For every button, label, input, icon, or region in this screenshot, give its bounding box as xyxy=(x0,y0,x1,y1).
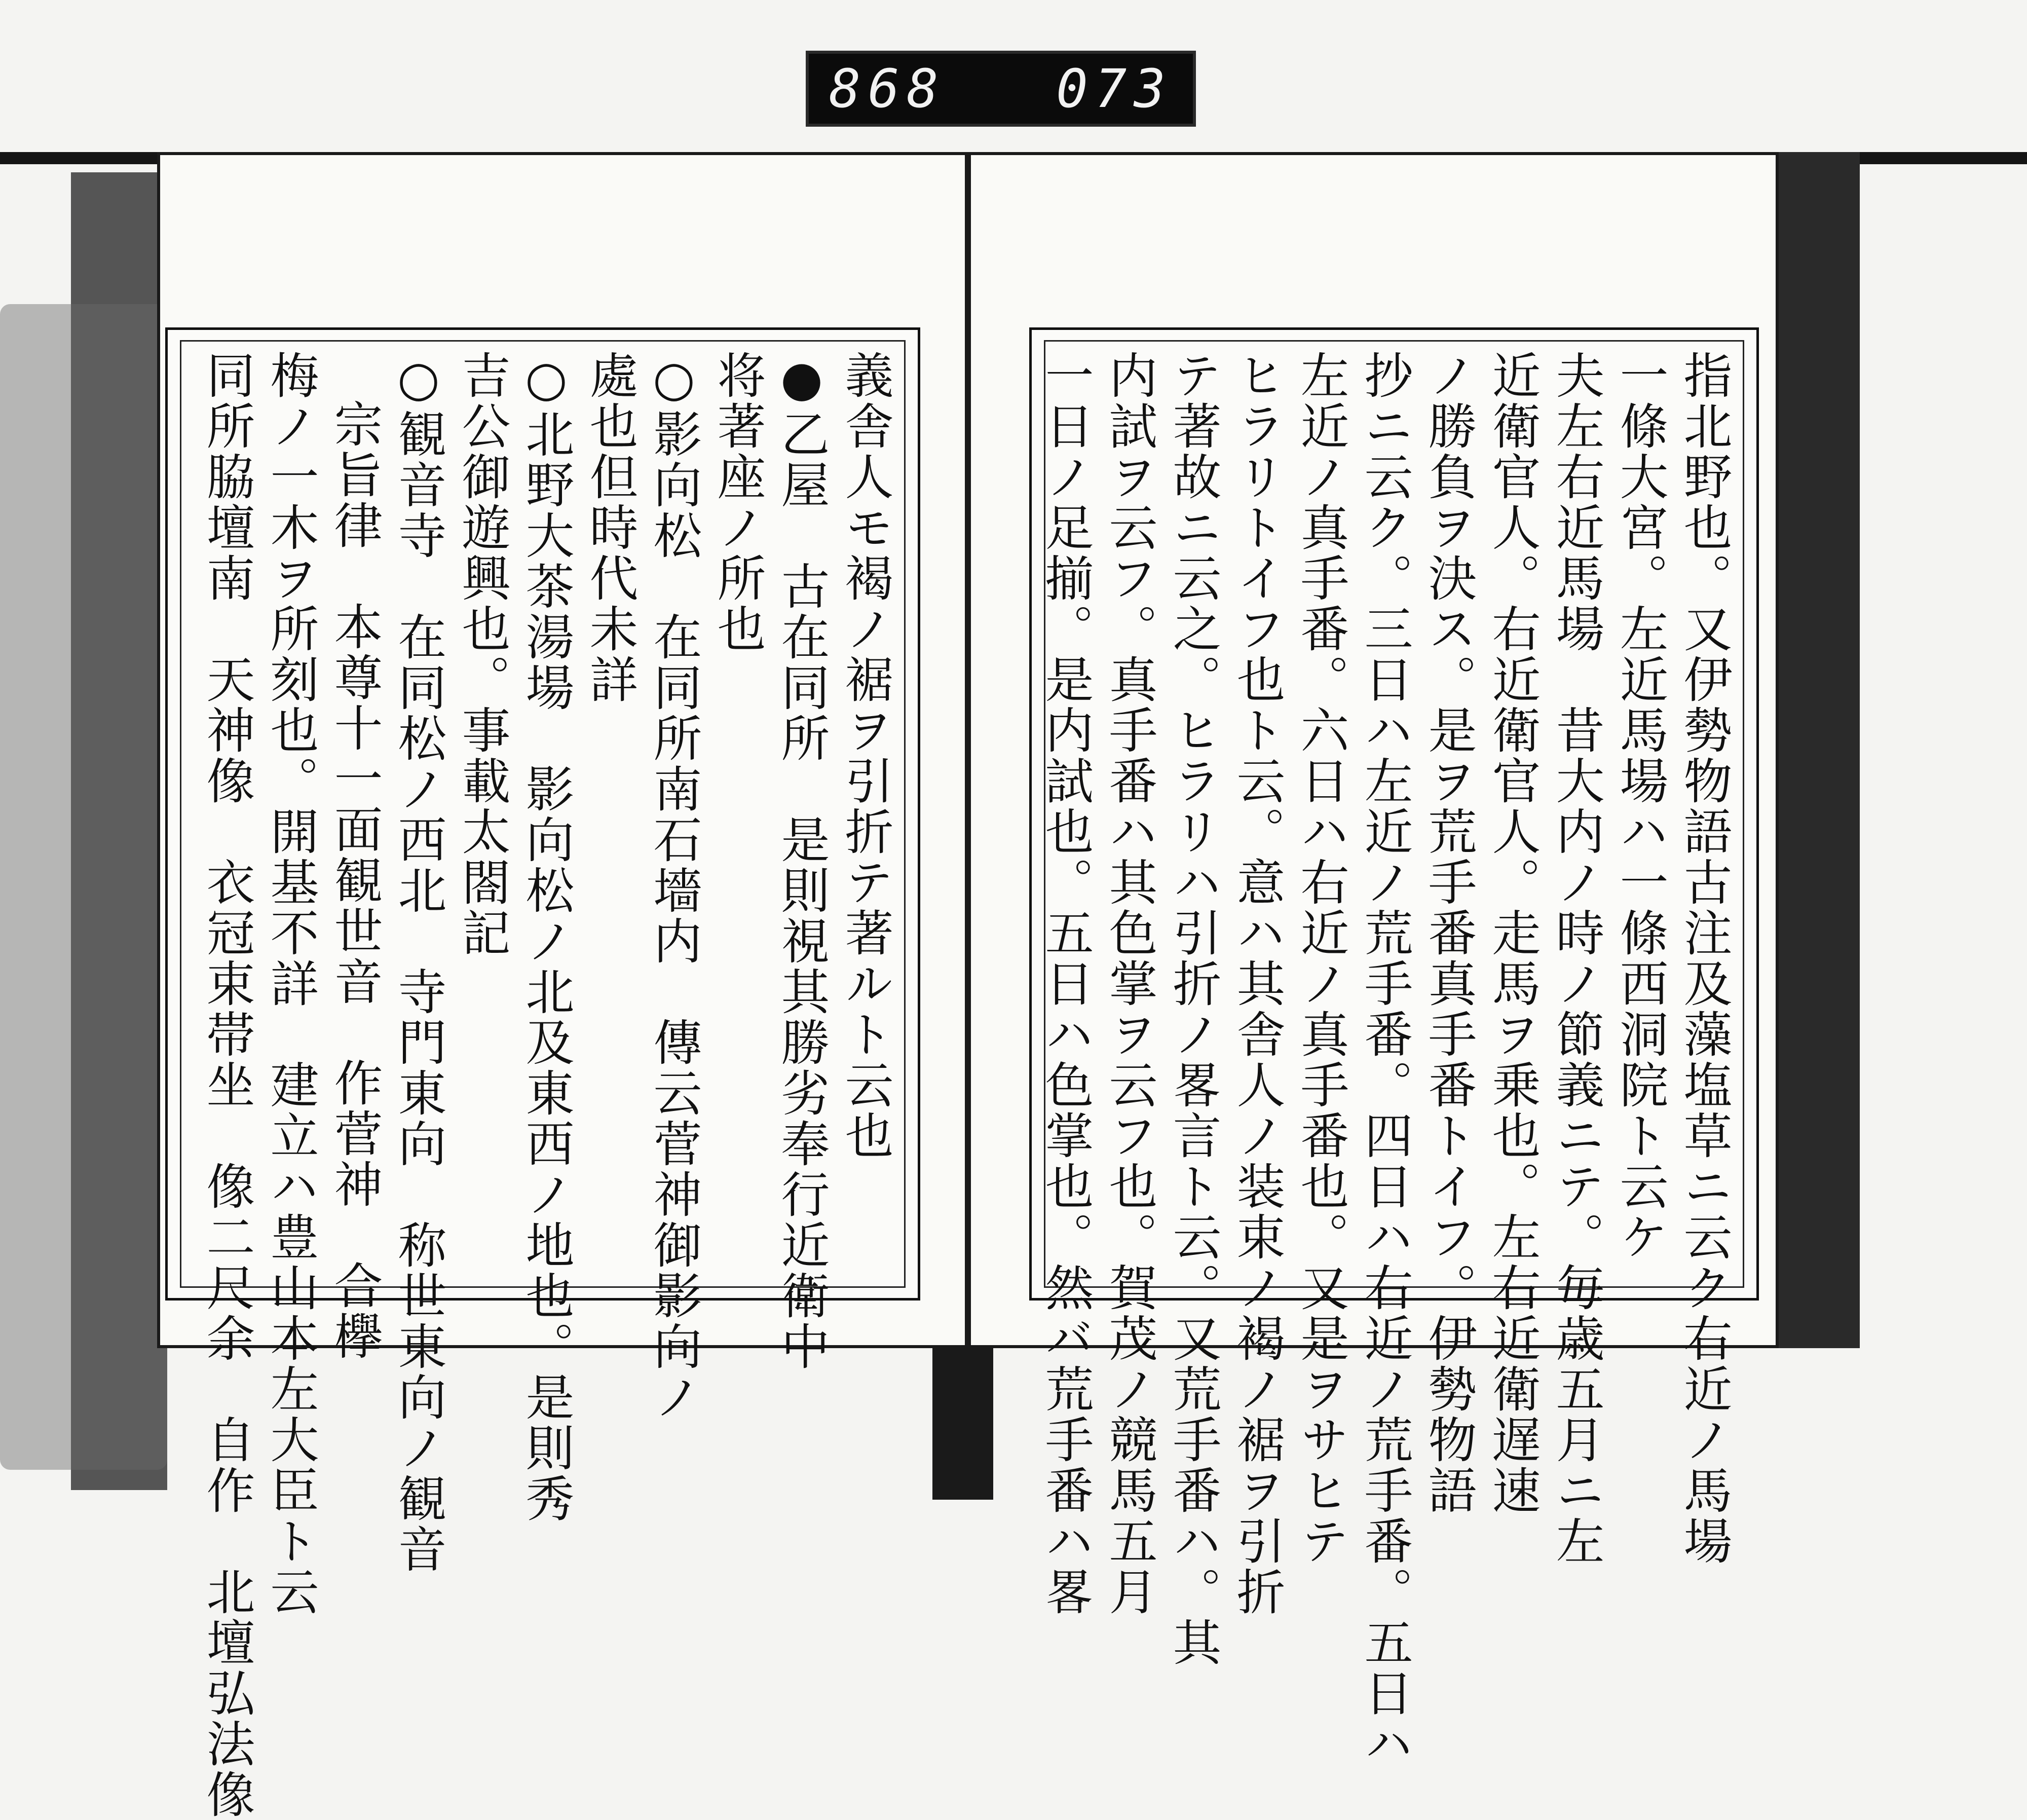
column-text: 北野大茶湯場 影向松ノ北及東西ノ地也。是則秀 xyxy=(518,409,575,1524)
entry-column xyxy=(323,350,387,1362)
column-text: 観音寺 在同松ノ西北 寺門東向 称世東向ノ観音 xyxy=(390,409,447,1575)
text-column: 抄ニ云ク。三日ハ左近ノ荒手番。四日ハ右近ノ荒手番。五日ハ xyxy=(1357,350,1413,1769)
filled-bullet-icon: ● xyxy=(773,350,830,409)
column-text: 義舎人モ褐ノ裾ヲ引折テ著ルト云也 xyxy=(837,350,894,1161)
column-text: 将著座ノ所也 xyxy=(709,350,766,654)
entry-column xyxy=(642,350,706,1423)
entry-column xyxy=(195,350,259,1820)
column-text: 梅ノ一木ヲ所刻也。開基不詳 建立ハ豊山本左大臣ト云 xyxy=(262,350,319,1617)
entry-column xyxy=(514,350,578,1524)
entry-column xyxy=(834,350,897,1278)
column-text: 處也但時代未詳 xyxy=(582,350,639,705)
column-text: 宗旨律 本尊十一面観世音 作菅神 合欅 xyxy=(326,399,383,1362)
text-column: ヒラリトイフ也ト云。意ハ其舎人ノ装束ノ褐ノ裾ヲ引折 xyxy=(1229,350,1286,1617)
column-text: 影向松 在同所南石墻内 傳云菅神御影向ノ xyxy=(646,409,702,1423)
entry-column xyxy=(387,350,451,1575)
right-text-frame xyxy=(1029,327,1759,1769)
circle-bullet-icon: ○ xyxy=(646,350,702,409)
circle-bullet-icon: ○ xyxy=(518,350,575,409)
text-column: 一日ノ足揃。是内試也。五日ハ色掌也。然バ荒手番ハ畧 xyxy=(1037,350,1094,1617)
right-page-text xyxy=(1037,350,1736,1769)
text-column: 左近ノ真手番。六日ハ右近ノ真手番也。又是ヲサヒテ xyxy=(1293,350,1349,1567)
text-column: 一條大宮。左近馬場ハ一條西洞院ト云ケ xyxy=(1612,350,1669,1262)
circle-bullet-icon: ○ xyxy=(390,350,447,409)
entry-column xyxy=(259,350,323,1617)
left-text-frame xyxy=(165,327,920,1820)
left-page xyxy=(157,152,968,1820)
text-column: ノ勝負ヲ決ス。是ヲ荒手番真手番トイフ。伊勢物語 xyxy=(1420,350,1477,1516)
text-column: 内試ヲ云フ。真手番ハ其色掌ヲ云フ也。賀茂ノ競馬五月 xyxy=(1101,350,1158,1617)
text-column: 指北野也。又伊勢物語古注及藻塩草ニ云ク右近ノ馬場 xyxy=(1676,350,1733,1567)
column-text: 吉公御遊興也。事載太閤記 xyxy=(454,350,511,958)
column-text: 同所脇壇南 天神像 衣冠束帯坐 像二尺余 自作 北壇弘法像 xyxy=(199,350,255,1820)
entry-column xyxy=(770,350,834,1372)
text-column: 夫左右近馬場 昔大内ノ時ノ節義ニテ。毎歳五月ニ左 xyxy=(1548,350,1605,1567)
text-column: 近衛官人。右近衛官人。走馬ヲ乗也。左右近衛遅速 xyxy=(1484,350,1541,1516)
entry-column xyxy=(706,350,770,1278)
frame-counter xyxy=(806,51,1196,127)
right-page xyxy=(968,152,1779,1769)
entry-column xyxy=(578,350,642,1278)
column-text: 乙屋 古在同所 是則視其勝劣奉行近衛中 xyxy=(773,409,830,1372)
left-page-text xyxy=(188,350,897,1820)
left-margin-shading xyxy=(0,304,167,1470)
reel-number: 868 xyxy=(829,58,946,120)
text-column: テ著故ニ云之。ヒラリハ引折ノ畧言ト云。又荒手番ハ。其 xyxy=(1165,350,1222,1668)
frame-number: 073 xyxy=(1056,58,1173,120)
entry-column xyxy=(451,350,514,1278)
